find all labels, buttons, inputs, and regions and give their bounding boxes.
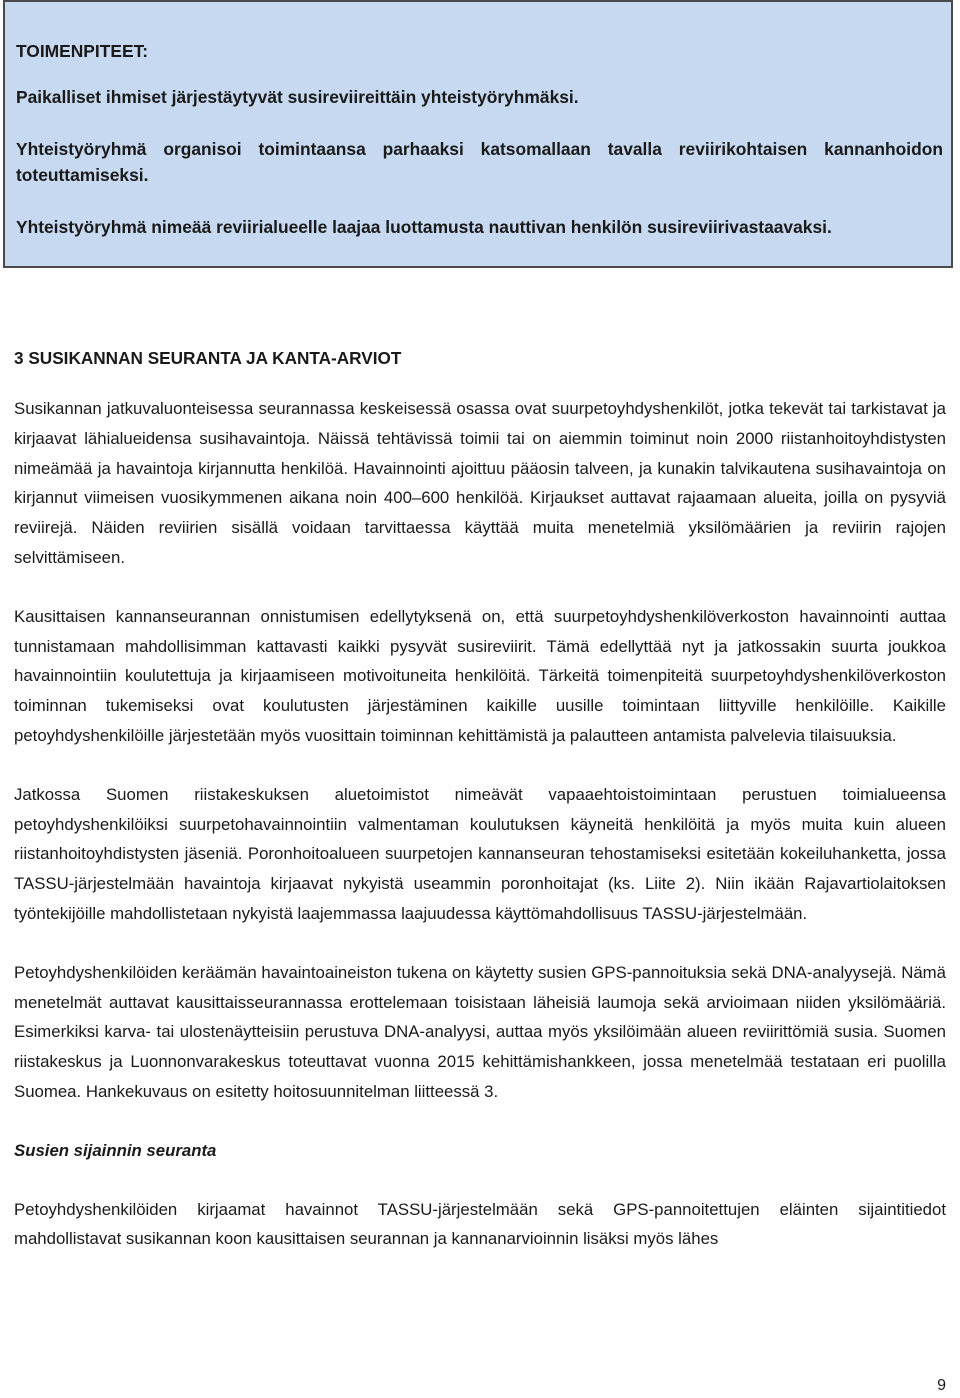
actions-box-title: TOIMENPITEET:	[16, 41, 149, 61]
actions-box-item: Yhteistyöryhmä organisoi toimintaansa parhaaksi katsomallaan tavalla reviirikohtaisen kannanhoidon toteuttamiseksi.	[16, 139, 943, 185]
page-number: 9	[937, 1377, 946, 1394]
body-paragraph: Susikannan jatkuvaluonteisessa seurannassa keskeisessä osassa ovat suurpetoyhdyshenkilöt, jotka tekevät tai tarkistavat ja kirjaavat lähialueidensa susihavaintoja. Näissä tehtävissä toimii tai on aiemmin toiminut noin 2000 riistanhoitoyhdistysten nimeämää ja havaintoja kirjannutta henkilöä. Havainnointi ajoittuu pääosin talveen, ja kunakin talvikautena susihavaintoja on kirjannut viimeisen vuosikymmenen aikana noin 400–600 henkilöä. Kirjaukset auttavat rajaamaan alueita, joilla on pysyviä reviirejä. Näiden reviirien sisällä voidaan tarvittaessa käyttää muita menetelmiä yksilömäärien ja reviirin rajojen selvittämiseen.	[14, 399, 946, 567]
actions-box-item: Paikalliset ihmiset järjestäytyvät susireviireittäin yhteistyöryhmäksi.	[16, 87, 579, 107]
actions-box	[3, 0, 953, 268]
body-paragraph: Kausittaisen kannanseurannan onnistumisen edellytyksenä on, että suurpetoyhdyshenkilöverkoston havainnointi auttaa tunnistamaan mahdollisimman kattavasti kaikki pysyvät susireviirit. Tämä edellyttää nyt ja jatkossakin suurta joukkoa havainnointiin koulutettuja ja kirjaamiseen motivoituneita henkilöitä. Tärkeitä toimenpiteitä suurpetoyhdyshenkilöverkoston toiminnan tukemiseksi ovat koulutusten järjestäminen kaikille uusille toimintaan liittyville henkilöille. Kaikille petoyhdyshenkilöille järjestetään myös vuosittain toiminnan kehittämistä ja palautteen antamista palvelevia tilaisuuksia.	[14, 606, 946, 745]
actions-box-item: Yhteistyöryhmä nimeää reviirialueelle laajaa luottamusta nauttivan henkilön susireviirivastaavaksi.	[16, 217, 832, 237]
body-paragraph: Petoyhdyshenkilöiden keräämän havaintoaineiston tukena on käytetty susien GPS-pannoituksia sekä DNA-analyysejä. Nämä menetelmät auttavat kausittaisseurannassa erottelemaan toisistaan läheisiä laumoja sekä arvioimaan niiden yksilömääriä. Esimerkiksi karva- tai ulostenäytteisiin perustuva DNA-analyysi, auttaa myös yksilöimään alueen reviirittömiä susia. Suomen riistakeskus ja Luonnonvarakeskus toteuttavat vuonna 2015 kehittämishankkeen, jossa menetelmää testataan eri puolilla Suomea. Hankekuvaus on esitetty hoitosuunnitelman liitteessä 3.	[14, 962, 946, 1101]
body-paragraph: Petoyhdyshenkilöiden kirjaamat havainnot TASSU-järjestelmään sekä GPS-pannoitettujen eläinten sijaintitiedot mahdollistavat susikannan koon kausittaisen seurannan ja kannanarvioinnin lisäksi myös lähes	[14, 1199, 946, 1249]
body-paragraph: Jatkossa Suomen riistakeskuksen aluetoimistot nimeävät vapaaehtoistoimintaan perustuen toimialueensa petoyhdyshenkilöiksi suurpetohavainnointiin valmentaman koulutuksen käyneitä henkilöitä ja myös muita kuin alueen riistanhoitoyhdistysten jäseniä. Poronhoitoalueen suurpetojen kannanseuran tehostamiseksi esitetään kokeiluhanketta, jossa TASSU-järjestelmään havaintoja kirjaavat nykyistä useammin poronhoitajat (ks. Liite 2). Niin ikään Rajavartiolaitoksen työntekijöille mahdollistetaan nykyistä laajemmassa laajuudessa käyttömahdollisuus TASSU-järjestelmään.	[14, 784, 946, 923]
section-heading: 3 SUSIKANNAN SEURANTA JA KANTA-ARVIOT	[14, 348, 402, 368]
section-content	[14, 344, 946, 1283]
subheading: Susien sijainnin seuranta	[14, 1140, 217, 1160]
